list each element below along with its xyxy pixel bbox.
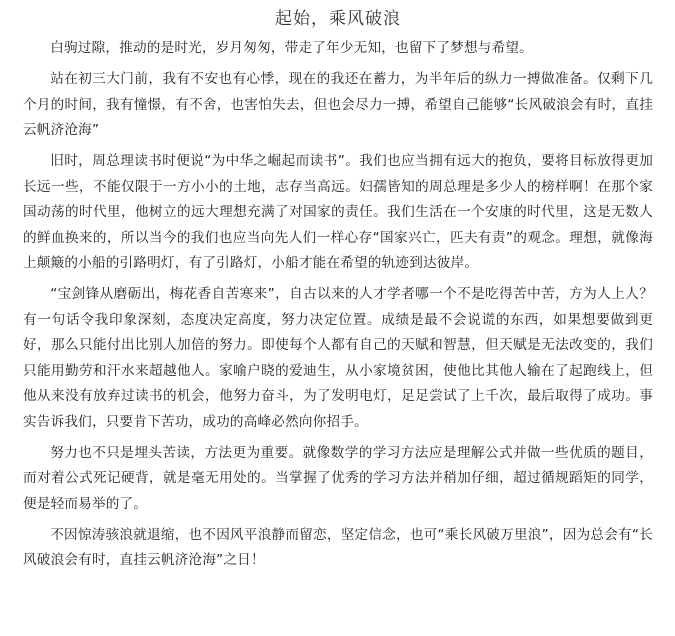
article-paragraph-3: 旧时，周总理读书时便说“为中华之崛起而读书”。我们也应当拥有远大的抱负，要将目标放得更加长远一些，不能仅限于一方小小的土地，志存当高远。妇孺皆知的周总理是多少人的榜样啊！在那个家国动荡的时代里，他树立的远大理想充满了对国家的责任。我们生活在一个安康的时代里，这是无数人的鲜血换来的，所以当今的我们也应当向先人们一样心存“国家兴亡，匹夫有责”的观念。理想，就像海上颠簸的小船的引路明灯，有了引路灯，小船才能在希望的轨迹到达彼岸。 bbox=[23, 153, 653, 271]
article-title: 起始，乘风破浪 bbox=[275, 9, 401, 29]
article-paragraph-4: “宝剑锋从磨砺出，梅花香自苦寒来”，自古以来的人才学者哪一个不是吃得苦中苦，方为人上人？有一句话令我印象深刻，态度决定高度，努力决定位置。成绩是最不会说谎的东西，如果想要做到更好，那么只能付出比别人加倍的努力。即使每个人都有自己的天赋和智慧，但天赋是无法改变的，我们只能用勤劳和汗水来超越他人。家喻户晓的爱迪生，从小家境贫困，使他比其他人输在了起跑线上，但他从来没有放弃过读书的机会，他努力奋斗，为了发明电灯，足足尝试了上千次，最后取得了成功。事实告诉我们，只要肯下苦功，成功的高峰必然向你招手。 bbox=[23, 286, 653, 430]
article-paragraph-6: 不因惊涛骇浪就退缩，也不因风平浪静而留恋，坚定信念，也可“乘长风破万里浪”，因为总会有“长风破浪会有时，直挂云帆济沧海”之日！ bbox=[23, 526, 653, 568]
article-paragraph-1: 白驹过隙，推动的是时光，岁月匆匆，带走了年少无知，也留下了梦想与希望。 bbox=[50, 40, 533, 56]
article-paragraph-5: 努力也不只是埋头苦读，方法更为重要。就像数学的学习方法应是理解公式并做一些优质的题目，而对着公式死记硬背，就是毫无用处的。当掌握了优秀的学习方法并稍加仔细，超过循规蹈矩的同学，便是轻而易举的了。 bbox=[23, 444, 653, 512]
article-paragraph-2: 站在初三大门前，我有不安也有心悸，现在的我还在蓄力，为半年后的纵力一搏做准备。仅剩下几个月的时间，我有憧憬，有不舍，也害怕失去，但也会尽力一搏，希望自己能够“长风破浪会有时，直挂云帆济沧海” bbox=[23, 71, 653, 138]
